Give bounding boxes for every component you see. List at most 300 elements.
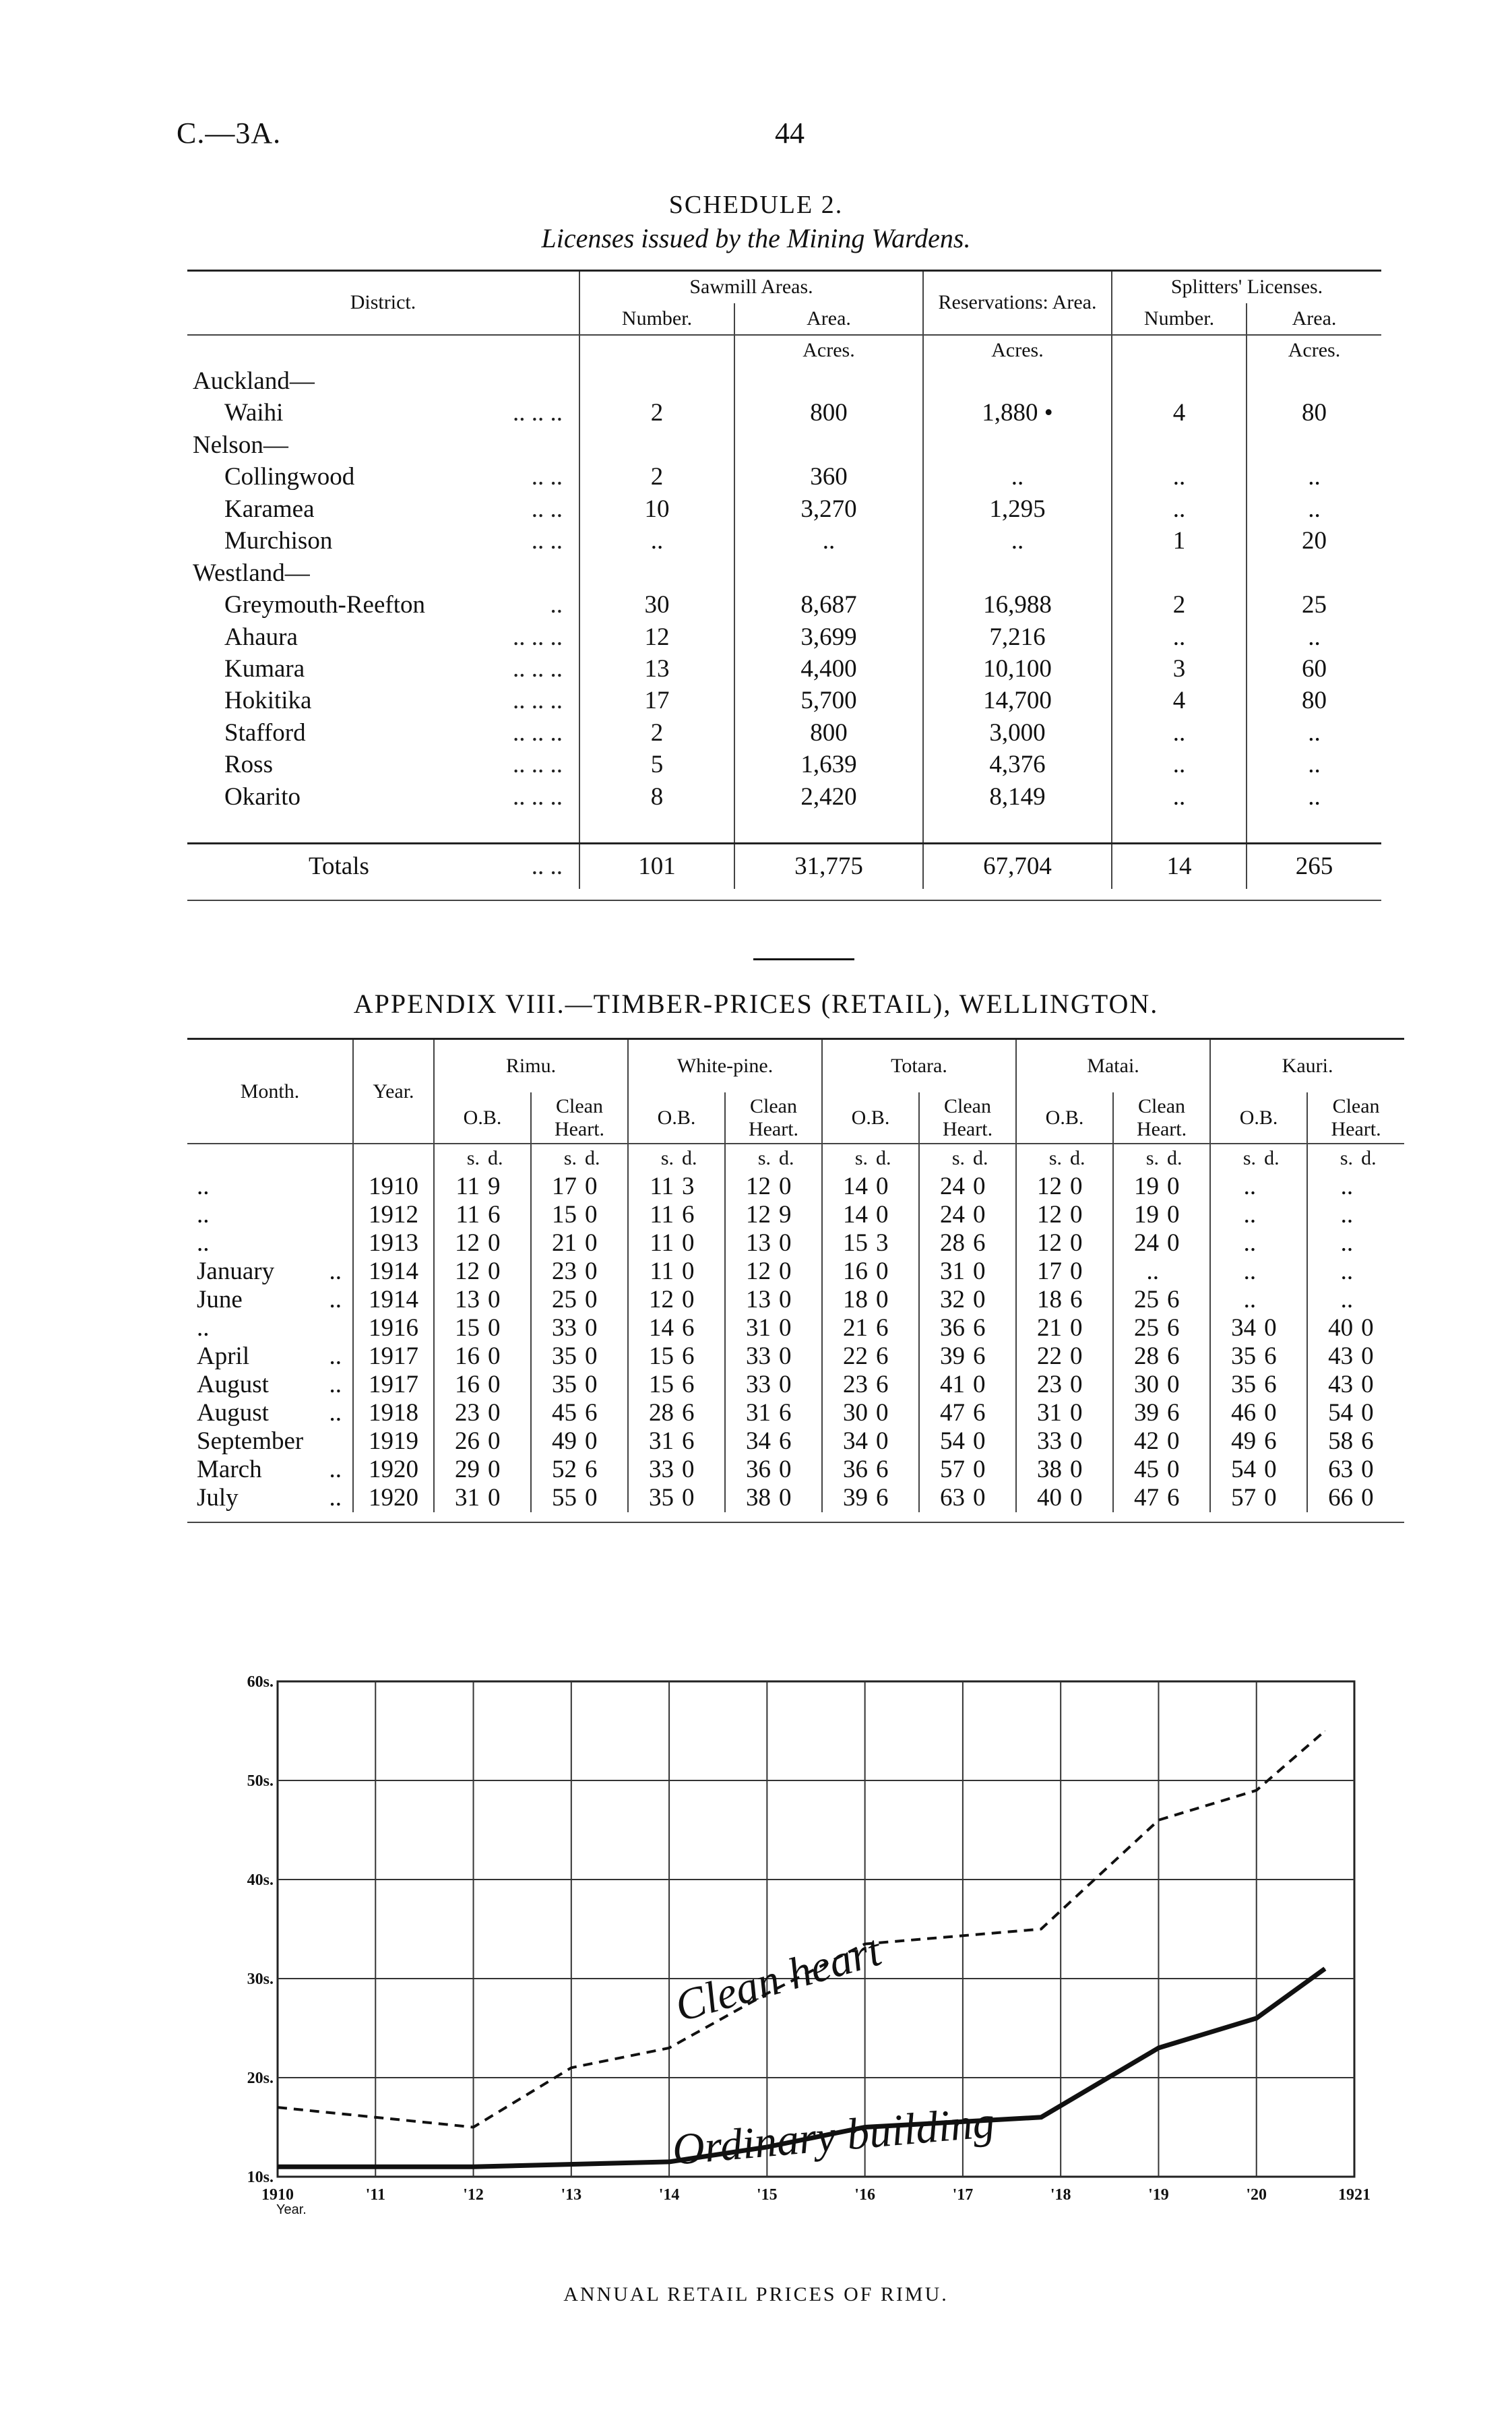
shillings-cell: 30 [822,1399,872,1427]
shillings-cell: 54 [919,1427,969,1456]
shillings-cell: 40 [1307,1314,1357,1342]
header-splitters: Splitters' Licenses. [1112,271,1381,303]
totals-sawmill-number: 101 [579,844,734,890]
header-month: Month. [187,1039,353,1144]
shillings-cell: 26 [434,1427,484,1456]
shillings-cell: 54 [1210,1456,1260,1484]
leader-dots: .. .. .. [513,751,563,779]
unit-pence: d. [488,1147,503,1170]
shillings-cell: 35 [628,1484,678,1512]
reservation-area-cell: 4,376 [923,749,1112,780]
year-cell: 1916 [353,1314,434,1342]
shillings-cell: 55 [531,1484,581,1512]
pence-cell: 0 [1070,1456,1083,1484]
pence-cell: 0 [1167,1456,1180,1484]
sawmill-number-cell: 10 [579,493,734,525]
shillings-cell: 13 [725,1229,775,1258]
shillings-cell: 34 [725,1427,775,1456]
pence-cell: 0 [488,1286,501,1314]
pence-cell: 6 [973,1314,986,1342]
totals-splitters-area: 265 [1247,844,1381,890]
shillings-cell: 21 [531,1229,581,1258]
series-line-clean-heart [278,1731,1325,2128]
shillings-cell: 49 [1210,1427,1260,1456]
shillings-cell: 47 [919,1399,969,1427]
shillings-cell: 11 [434,1201,484,1229]
shillings-cell: 28 [628,1399,678,1427]
pence-cell: 6 [1167,1399,1180,1427]
pence-cell: 0 [488,1342,501,1371]
pence-cell: 6 [682,1201,695,1229]
pence-cell: 0 [973,1427,986,1456]
pence-cell: 0 [488,1258,501,1286]
header-clean-heart: Clean Heart. [919,1092,1016,1144]
pence-cell: 6 [682,1342,695,1371]
sawmill-number-cell: 2 [579,717,734,749]
shillings-cell: 36 [822,1456,872,1484]
sawmill-number-cell: 17 [579,685,734,716]
splitters-area-cell: .. [1247,717,1381,749]
shillings-cell: 12 [1016,1229,1066,1258]
district-name: Collingwood [224,463,355,491]
sawmill-area-cell: 1,639 [734,749,923,780]
year-cell: 1917 [353,1371,434,1399]
leader-dots: .. [329,1484,342,1512]
pence-cell: 6 [1264,1371,1277,1399]
pence-cell: 0 [1361,1399,1374,1427]
sawmill-area-cell: 5,700 [734,685,923,716]
pence-cell: 0 [779,1342,792,1371]
sawmill-area-cell: 2,420 [734,781,923,813]
pence-cell: 0 [876,1201,889,1229]
shillings-cell: 18 [1016,1286,1066,1314]
pence-cell: 0 [585,1342,598,1371]
reservation-area-cell: 10,100 [923,653,1112,685]
shillings-cell: .. [1307,1173,1357,1201]
unit-reservations: Acres. [923,335,1112,365]
series-label-clean-heart: Clean heart [670,1925,887,2032]
x-tick-label: '17 [952,2186,974,2204]
year-cell: 1912 [353,1201,434,1229]
reservation-area-cell: .. [923,525,1112,557]
shillings-cell: 52 [531,1456,581,1484]
shillings-cell: 54 [1307,1399,1357,1427]
shillings-cell: 49 [531,1427,581,1456]
district-name: Ahaura [224,623,298,651]
pence-cell: 0 [1070,1229,1083,1258]
shillings-cell: 31 [725,1399,775,1427]
district-name: Waihi [224,399,284,427]
leader-dots: .. [329,1258,342,1286]
unit-shillings: s. [725,1144,775,1173]
leader-dots: .. [329,1456,342,1484]
pence-cell: 0 [876,1286,889,1314]
data-point [669,2047,670,2048]
month-cell: September [197,1427,304,1456]
shillings-cell: 12 [1016,1201,1066,1229]
pence-cell: 0 [1361,1484,1374,1512]
month-cell: March [197,1456,262,1484]
shillings-cell: 25 [531,1286,581,1314]
pence-cell: 6 [1167,1484,1180,1512]
shillings-cell: 15 [434,1314,484,1342]
pence-cell: 0 [1070,1371,1083,1399]
pence-cell: 6 [876,1371,889,1399]
shillings-cell: 22 [822,1342,872,1371]
splitters-number-cell: .. [1112,493,1247,525]
shillings-cell: 21 [1016,1314,1066,1342]
data-point [1158,2047,1159,2048]
pence-cell: 6 [585,1456,598,1484]
splitters-area-cell: 80 [1247,685,1381,716]
shillings-cell: 16 [434,1342,484,1371]
header-kauri: Kauri. [1210,1039,1404,1093]
shillings-cell: 31 [919,1258,969,1286]
district-name: Karamea [224,495,315,523]
pence-cell: 0 [1167,1173,1180,1201]
totals-dots: .. .. [531,852,563,881]
unit-shillings: s. [1113,1144,1163,1173]
month-cell: .. [197,1229,210,1258]
pence-cell: 0 [682,1229,695,1258]
pence-cell: 0 [1167,1229,1180,1258]
pence-cell: 0 [1264,1399,1277,1427]
pence-cell: 0 [973,1484,986,1512]
shillings-cell: 31 [628,1427,678,1456]
appendix-title: APPENDIX VIII.—TIMBER-PRICES (RETAIL), WELLINGTON. [353,989,1159,1019]
splitters-area-cell: 25 [1247,589,1381,621]
shillings-cell: 39 [1113,1399,1163,1427]
shillings-cell: 31 [434,1484,484,1512]
sawmill-area-cell: 8,687 [734,589,923,621]
reservation-area-cell: 3,000 [923,717,1112,749]
pence-cell: 0 [585,1484,598,1512]
shillings-cell: 23 [822,1371,872,1399]
pence-cell: 0 [1070,1173,1083,1201]
chart-caption: ANNUAL RETAIL PRICES OF RIMU. [563,2283,949,2305]
unit-pence: d. [1361,1147,1377,1170]
header-clean-heart: Clean Heart. [725,1092,822,1144]
shillings-cell: 30 [1113,1371,1163,1399]
district-name: Hokitika [224,687,312,715]
month-cell: April [197,1342,250,1371]
shillings-cell: 46 [1210,1399,1260,1427]
splitters-number-cell: 1 [1112,525,1247,557]
header-splitters-number: Number. [1112,303,1247,336]
pence-cell: 0 [682,1484,695,1512]
shillings-cell: 57 [1210,1484,1260,1512]
header-clean-heart: Clean Heart. [1113,1092,1210,1144]
header-white-pine: White-pine. [628,1039,822,1093]
reservation-area-cell: 14,700 [923,685,1112,716]
header-ob: O.B. [1210,1092,1307,1144]
shillings-cell: 35 [531,1371,581,1399]
shillings-cell: 40 [1016,1484,1066,1512]
shillings-cell: .. [1210,1286,1260,1314]
pence-cell: 6 [682,1427,695,1456]
month-cell: July [197,1484,239,1512]
year-cell: 1913 [353,1229,434,1258]
pence-cell: 0 [973,1371,986,1399]
sawmill-number-cell: .. [579,525,734,557]
splitters-area-cell: 80 [1247,397,1381,429]
pence-cell: 6 [876,1484,889,1512]
pence-cell: 0 [973,1286,986,1314]
data-point [1256,1790,1257,1791]
unit-shillings: s. [822,1144,872,1173]
pence-cell: 0 [682,1286,695,1314]
pence-cell: 0 [488,1314,501,1342]
shillings-cell: 11 [434,1173,484,1201]
shillings-cell: 33 [725,1342,775,1371]
pence-cell: 0 [488,1229,501,1258]
shillings-cell: 35 [1210,1342,1260,1371]
shillings-cell: 29 [434,1456,484,1484]
shillings-cell: 12 [434,1258,484,1286]
x-axis-label: Year. [276,2202,307,2217]
pence-cell: 3 [682,1173,695,1201]
sawmill-area-cell: 800 [734,397,923,429]
shillings-cell: .. [1210,1173,1260,1201]
shillings-cell: 41 [919,1371,969,1399]
shillings-cell: 35 [1210,1371,1260,1399]
pence-cell: 0 [973,1456,986,1484]
unit-pence: d. [1264,1147,1280,1170]
shillings-cell: 13 [434,1286,484,1314]
unit-pence: d. [1167,1147,1183,1170]
reservation-area-cell: 7,216 [923,621,1112,653]
leader-dots: .. .. [531,495,563,523]
unit-pence: d. [779,1147,794,1170]
shillings-cell: 24 [1113,1229,1163,1258]
pence-cell: 6 [876,1456,889,1484]
shillings-cell: .. [1113,1258,1163,1286]
header-reservations: Reservations: Area. [923,271,1112,336]
shillings-cell: 28 [1113,1342,1163,1371]
shillings-cell: 66 [1307,1484,1357,1512]
shillings-cell: 35 [531,1342,581,1371]
pence-cell: 0 [973,1201,986,1229]
reservation-area-cell: .. [923,461,1112,493]
pence-cell: 0 [1264,1484,1277,1512]
splitters-number-cell: 2 [1112,589,1247,621]
y-tick-label: 10s. [247,2169,274,2186]
pence-cell: 0 [1070,1484,1083,1512]
header-matai: Matai. [1016,1039,1210,1093]
pence-cell: 0 [488,1427,501,1456]
unit-shillings: s. [919,1144,969,1173]
shillings-cell: 25 [1113,1286,1163,1314]
shillings-cell: 57 [919,1456,969,1484]
splitters-number-cell: 4 [1112,685,1247,716]
pence-cell: 0 [779,1229,792,1258]
shillings-cell: 12 [628,1286,678,1314]
shillings-cell: 25 [1113,1314,1163,1342]
pence-cell: 0 [1070,1427,1083,1456]
pence-cell: 0 [488,1456,501,1484]
totals-sawmill-area: 31,775 [734,844,923,890]
splitters-number-cell: .. [1112,781,1247,813]
header-splitters-area: Area. [1247,303,1381,336]
pence-cell: 6 [973,1342,986,1371]
pence-cell: 6 [585,1399,598,1427]
splitters-number-cell: .. [1112,749,1247,780]
month-cell: January [197,1258,275,1286]
splitters-area-cell: .. [1247,493,1381,525]
sawmill-number-cell: 13 [579,653,734,685]
pence-cell: 6 [1167,1342,1180,1371]
header-ob: O.B. [1016,1092,1113,1144]
unit-pence: d. [682,1147,697,1170]
shillings-cell: 47 [1113,1484,1163,1512]
year-cell: 1918 [353,1399,434,1427]
shillings-cell: 32 [919,1286,969,1314]
pence-cell: 0 [585,1229,598,1258]
district-name: Nelson— [193,431,288,459]
pence-cell: 6 [682,1371,695,1399]
pence-cell: 0 [876,1427,889,1456]
unit-splitters-area: Acres. [1247,335,1381,365]
shillings-cell: 15 [628,1371,678,1399]
shillings-cell: 21 [822,1314,872,1342]
shillings-cell: 63 [919,1484,969,1512]
year-cell: 1920 [353,1456,434,1484]
data-point [473,2127,474,2128]
shillings-cell: 33 [628,1456,678,1484]
district-name: Stafford [224,718,306,747]
pence-cell: 6 [682,1399,695,1427]
shillings-cell: 17 [1016,1258,1066,1286]
totals-reservations: 67,704 [923,844,1112,890]
sawmill-number-cell: 5 [579,749,734,780]
leader-dots: .. .. .. [513,687,563,715]
y-tick-label: 50s. [247,1772,274,1790]
x-tick-label: '13 [561,2186,582,2204]
splitters-number-cell: 4 [1112,397,1247,429]
pence-cell: 0 [585,1201,598,1229]
x-tick-label: 1910 [261,2186,294,2204]
sawmill-number-cell: 8 [579,781,734,813]
shillings-cell: 15 [628,1342,678,1371]
shillings-cell: 24 [919,1173,969,1201]
series-label-ordinary-building: Ordinary building [670,2097,997,2175]
header-year: Year. [353,1039,434,1144]
pence-cell: 6 [1167,1286,1180,1314]
pence-cell: 0 [1361,1456,1374,1484]
unit-shillings: s. [434,1144,484,1173]
page-number: 44 [775,117,805,150]
document-reference: C.—3A. [177,117,282,150]
splitters-area-cell: .. [1247,621,1381,653]
shillings-cell: .. [1307,1258,1357,1286]
pence-cell: 6 [973,1399,986,1427]
sawmill-area-cell: 3,270 [734,493,923,525]
pence-cell: 6 [1070,1286,1083,1314]
shillings-cell: .. [1307,1201,1357,1229]
pence-cell: 0 [779,1314,792,1342]
splitters-area-cell: .. [1247,781,1381,813]
pence-cell: 0 [1361,1342,1374,1371]
y-tick-label: 40s. [247,1871,274,1889]
year-cell: 1914 [353,1258,434,1286]
leader-dots: .. [329,1399,342,1427]
pence-cell: 6 [1167,1314,1180,1342]
splitters-area-cell: 60 [1247,653,1381,685]
schedule-subtitle: Licenses issued by the Mining Wardens. [541,223,971,253]
shillings-cell: 11 [628,1173,678,1201]
pence-cell: 0 [488,1371,501,1399]
year-cell: 1919 [353,1427,434,1456]
pence-cell: 0 [876,1173,889,1201]
pence-cell: 6 [1264,1427,1277,1456]
shillings-cell: 14 [822,1173,872,1201]
district-name: Westland— [193,559,310,587]
pence-cell: 6 [973,1229,986,1258]
shillings-cell: 18 [822,1286,872,1314]
reservation-area-cell: 1,880 • [923,397,1112,429]
x-tick-label: '20 [1246,2186,1267,2204]
pence-cell: 0 [585,1314,598,1342]
pence-cell: 3 [876,1229,889,1258]
leader-dots: .. [329,1371,342,1399]
reservation-area-cell: 8,149 [923,781,1112,813]
splitters-area-cell: .. [1247,749,1381,780]
pence-cell: 0 [682,1456,695,1484]
shillings-cell: 36 [725,1456,775,1484]
pence-cell: 0 [779,1456,792,1484]
month-cell: August [197,1399,269,1427]
splitters-number-cell: .. [1112,461,1247,493]
shillings-cell: 39 [822,1484,872,1512]
sawmill-area-cell: 4,400 [734,653,923,685]
pence-cell: 0 [779,1484,792,1512]
header-rimu: Rimu. [434,1039,628,1093]
reservation-area-cell: 16,988 [923,589,1112,621]
x-tick-label: '18 [1050,2186,1071,2204]
shillings-cell: 14 [822,1201,872,1229]
pence-cell: 0 [973,1173,986,1201]
shillings-cell: 63 [1307,1456,1357,1484]
pence-cell: 6 [1361,1427,1374,1456]
year-cell: 1917 [353,1342,434,1371]
leader-dots: .. .. [531,527,563,555]
sawmill-area-cell: .. [734,525,923,557]
pence-cell: 0 [779,1371,792,1399]
leader-dots: .. .. [531,463,563,491]
shillings-cell: 23 [434,1399,484,1427]
shillings-cell: 24 [919,1201,969,1229]
leader-dots: .. [329,1286,342,1314]
pence-cell: 0 [876,1258,889,1286]
x-tick-label: '16 [854,2186,875,2204]
shillings-cell: .. [1210,1258,1260,1286]
pence-cell: 0 [682,1258,695,1286]
shillings-cell: 16 [822,1258,872,1286]
pence-cell: 0 [1167,1201,1180,1229]
shillings-cell: 38 [725,1484,775,1512]
pence-cell: 0 [1070,1258,1083,1286]
shillings-cell: 34 [1210,1314,1260,1342]
splitters-number-cell: .. [1112,717,1247,749]
pence-cell: 0 [1070,1314,1083,1342]
pence-cell: 6 [779,1427,792,1456]
shillings-cell: 58 [1307,1427,1357,1456]
district-name: Greymouth-Reefton [224,591,425,619]
header-sawmill-area: Area. [734,303,923,336]
leader-dots: .. .. .. [513,399,563,427]
shillings-cell: 11 [628,1201,678,1229]
shillings-cell: 43 [1307,1342,1357,1371]
